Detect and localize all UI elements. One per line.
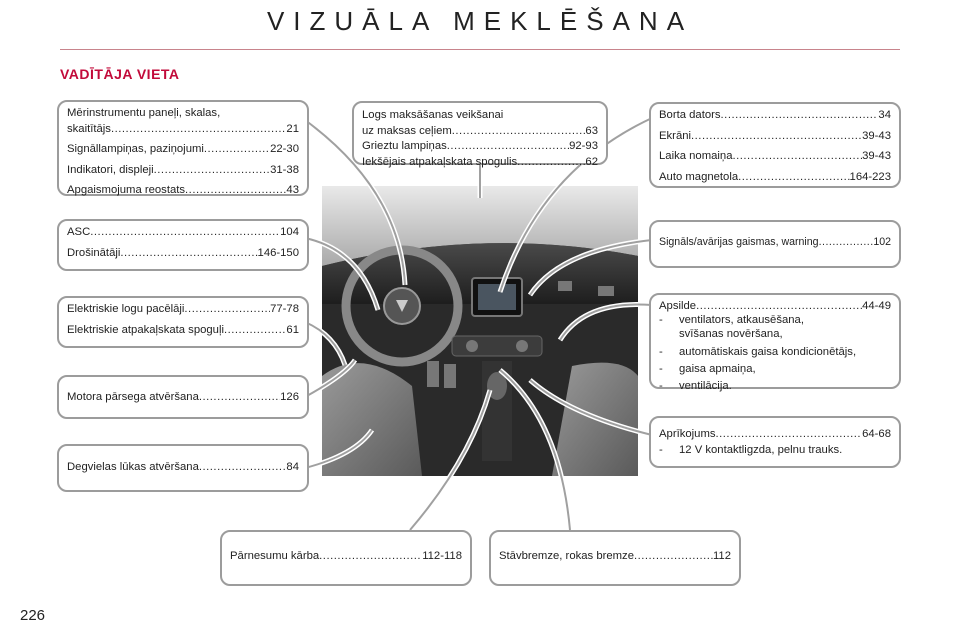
leader-dots (224, 323, 286, 339)
index-label: skaitītājs (67, 122, 111, 135)
index-row (362, 155, 598, 171)
index-row (362, 124, 598, 140)
index-row (659, 129, 891, 145)
index-page: 126 (280, 391, 299, 403)
leader-dots (452, 124, 586, 140)
index-label: Elektriskie atpakaļskata spoguļi (67, 323, 224, 336)
leader-dots (199, 390, 280, 406)
index-page: 112 (712, 550, 731, 562)
title-divider (60, 49, 900, 50)
leader-dots (120, 246, 257, 262)
index-label: Indikatori, displeji (67, 163, 154, 176)
index-label: Apgaismojuma reostats (67, 184, 186, 196)
dashboard-illustration (322, 186, 638, 476)
index-row (659, 299, 891, 313)
index-row (67, 163, 299, 179)
trip-computer-box (649, 102, 901, 188)
index-page: 102 (873, 236, 891, 248)
instrument-panel-box (57, 100, 309, 196)
list-item: - 12 V kontaktligzda, pelnu trauks. (659, 443, 843, 456)
leader-dots (738, 170, 849, 186)
index-row (67, 142, 299, 158)
index-row (67, 183, 299, 199)
index-row (659, 235, 891, 251)
box-line: Mērinstrumentu paneļi, skalas, (67, 107, 221, 119)
leader-dots (696, 299, 862, 313)
index-page: 44-49 (862, 300, 891, 312)
leader-dots (819, 235, 874, 251)
list-item: - ventilators, atkausēšana, (659, 314, 804, 326)
index-label: Drošinātāji (67, 246, 121, 259)
leader-dots (154, 163, 270, 179)
index-label: Borta dators (659, 109, 721, 121)
list-item: svīšanas novēršana, (679, 328, 783, 340)
equipment-box (649, 416, 901, 468)
leader-dots (716, 427, 863, 443)
index-label: Apsilde (659, 300, 697, 312)
heating-box (649, 293, 901, 392)
index-page: 84 (286, 461, 299, 473)
leader-dots (185, 183, 286, 199)
index-page: 61 (286, 323, 299, 336)
index-page: 34 (878, 109, 891, 121)
index-page: 146-150 (257, 246, 299, 259)
leader-dots (184, 302, 270, 318)
index-page: 164-223 (849, 170, 891, 183)
asc-box (57, 219, 309, 271)
index-label: Iekšējais atpakaļskata spogulis (362, 155, 518, 168)
list-item: - automātiskais gaisa kondicionētājs, (659, 346, 857, 358)
index-label: Signāls/avārijas gaismas, warning (659, 236, 819, 248)
index-page: 31-38 (270, 163, 299, 176)
index-label: Pārnesumu kārba (230, 550, 320, 562)
leader-dots (90, 225, 280, 241)
leader-dots (721, 108, 879, 124)
index-row (67, 323, 299, 339)
index-page: 62 (585, 155, 598, 168)
page-title: VIZUĀLA MEKLĒŠANA (266, 6, 694, 36)
index-label: uz maksas ceļiem (362, 124, 452, 137)
index-label: Aprīkojums (659, 428, 716, 440)
index-row (659, 170, 891, 186)
bonnet-box (57, 375, 309, 419)
index-row (659, 108, 891, 124)
leader-dots (691, 129, 862, 145)
hazard-box (649, 220, 901, 268)
list-item: - gaisa apmaiņa, (659, 363, 756, 375)
index-page: 21 (286, 122, 299, 135)
index-row (659, 149, 891, 165)
parking-brake-box (489, 530, 741, 586)
index-label: Grieztu lampiņas (362, 140, 447, 152)
leader-dots (732, 149, 862, 165)
section-heading: VADĪTĀJA VIETA (60, 66, 180, 82)
index-row (67, 246, 299, 262)
index-row (67, 390, 299, 406)
index-row (67, 122, 299, 138)
index-row (659, 427, 891, 443)
index-label: Auto magnetola (659, 170, 739, 183)
index-row (499, 549, 731, 565)
index-page: 39-43 (862, 129, 891, 142)
index-row (362, 139, 598, 155)
leader-dots (111, 122, 286, 138)
index-page: 112-118 (422, 550, 462, 562)
toll-window-box (352, 101, 608, 168)
index-row (67, 460, 299, 476)
index-row (67, 225, 299, 241)
gearbox-box (220, 530, 472, 586)
index-label: Elektriskie logu pacēlāji (67, 303, 185, 315)
leader-dots (199, 460, 287, 476)
index-row (230, 549, 462, 565)
index-label: Ekrāni (659, 129, 692, 142)
box-line: Logs maksāšanas veikšanai (362, 109, 504, 121)
index-page: 39-43 (862, 150, 891, 162)
leader-dots (517, 155, 585, 171)
index-page: 64-68 (862, 428, 891, 440)
index-page: 92-93 (569, 140, 598, 152)
index-label: ASC (67, 226, 91, 238)
index-label: Degvielas lūkas atvēršana (67, 461, 199, 473)
leader-dots (319, 549, 422, 565)
index-row (67, 302, 299, 318)
windows-mirrors-box (57, 296, 309, 348)
leader-dots (634, 549, 713, 565)
index-page: 104 (280, 226, 299, 238)
index-page: 43 (286, 184, 299, 196)
page-number: 226 (20, 607, 46, 624)
index-page: 77-78 (270, 303, 299, 315)
index-label: Stāvbremze, rokas bremze (499, 550, 634, 562)
index-label: Laika nomaiņa (659, 150, 733, 162)
index-label: Signāllampiņas, paziņojumi (67, 143, 204, 155)
index-page: 22-30 (270, 143, 299, 155)
leader-dots (447, 139, 569, 155)
index-page: 63 (585, 124, 598, 137)
fuel-flap-box (57, 444, 309, 492)
index-label: Motora pārsega atvēršana (67, 391, 199, 403)
list-item: - ventilācija. (659, 380, 732, 392)
leader-dots (204, 142, 270, 158)
